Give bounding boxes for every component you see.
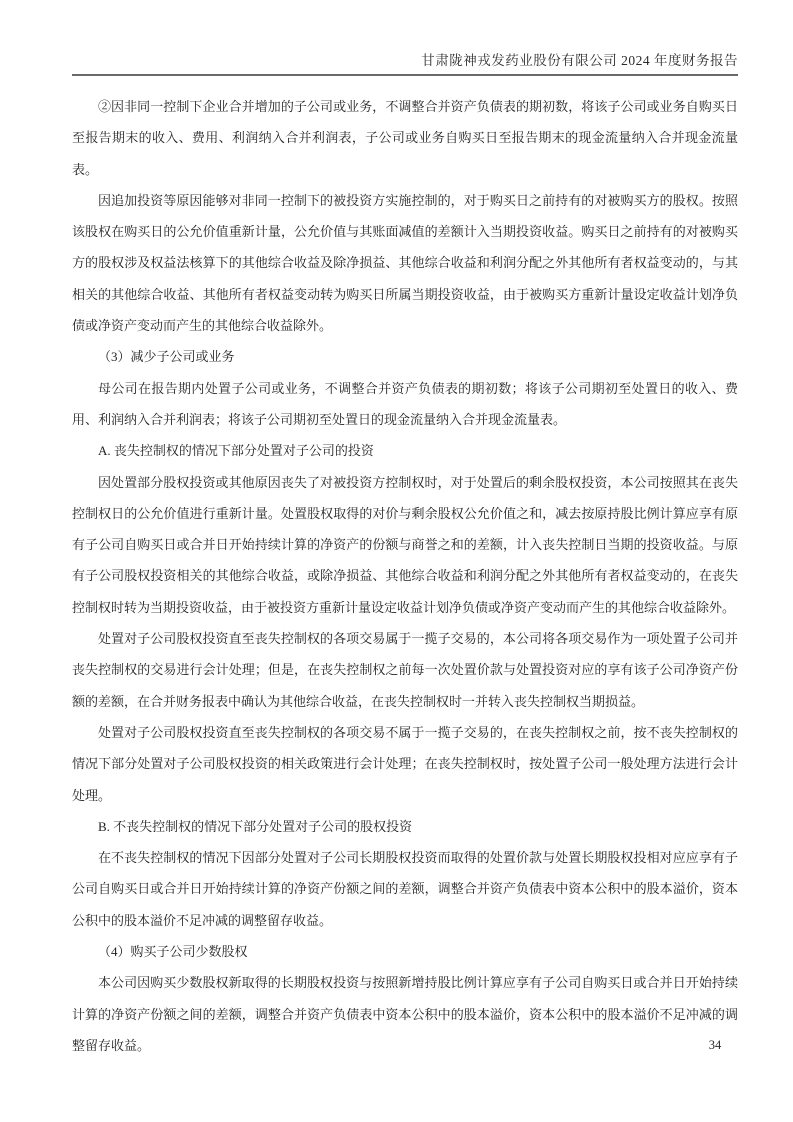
header-divider-rule [72, 74, 738, 76]
section-heading-decrease-subsidiary: （3）减少子公司或业务 [98, 349, 235, 365]
paragraph-partial-disposal-loss-control: 因处置部分股权投资或其他原因丧失了对被投资方控制权时，对于处置后的剩余股权投资，本公司按照其在丧失控制权日的公允价值进行重新计量。处置股权取得的对价与剩余股权公允价值之和，减去按原持股比例计算应享有原有子公司自购买日或合并日开始持续计算的净资产的份额与商誉之和的差额，计入丧失控制日当期的投资收益。与原有子公司股权投资相关的其他综合收益，或除净损益、其他综合收益和利润分配之外其他所有者权益变动的，在丧失控制权时转为当期投资收益，由于被投资方重新计量设定收益计划净负债或净资产变动而产生的其他综合收益除外。 [72, 474, 738, 615]
paragraph-non-bundled-transactions: 处置对子公司股权投资直至丧失控制权的各项交易不属于一揽子交易的，在丧失控制权之前，按不丧失控制权的情况下部分处置对子公司股权投资的相关政策进行会计处理；在丧失控制权时，按处置子公司一般处理方法进行会计处理。 [72, 724, 738, 803]
report-header-title: 甘肃陇神戎发药业股份有限公司 2024 年度财务报告 [421, 53, 738, 68]
paragraph-disposal-in-period: 母公司在报告期内处置子公司或业务，不调整合并资产负债表的期初数；将该子公司期初至处置日的收入、费用、利润纳入合并利润表；将该子公司期初至处置日的现金流量纳入合并现金流量表。 [72, 380, 738, 427]
paragraph-merge-non-common-control: ②因非同一控制下企业合并增加的子公司或业务，不调整合并资产负债表的期初数，将该子公司或业务自购买日至报告期末的收入、费用、利润纳入合并利润表，子公司或业务自购买日至报告期末的现金流量纳入合并现金流量表。 [72, 99, 738, 177]
section-heading-purchase-minority-interest: （4）购买子公司少数股权 [98, 944, 248, 960]
paragraph-bundled-transactions: 处置对子公司股权投资直至丧失控制权的各项交易属于一揽子交易的，本公司将各项交易作为一项处置子公司并丧失控制权的交易进行会计处理；但是，在丧失控制权之前每一次处置价款与处置投资对应的享有该子公司净资产份额的差额，在合并财务报表中确认为其他综合收益，在丧失控制权时一并转入丧失控制权当期损益。 [72, 631, 738, 709]
paragraph-purchase-minority-interest: 本公司因购买少数股权新取得的长期股权投资与按照新增持股比例计算应享有子公司自购买日或合并日开始持续计算的净资产份额之间的差额，调整合并资产负债表中资本公积中的股本溢价，资本公积中的股本溢价不足冲减的调整留存收益。 [72, 975, 738, 1053]
paragraph-partial-disposal-no-loss-control: 在不丧失控制权的情况下因部分处置对子公司长期股权投资而取得的处置价款与处置长期股权投相对应应享有子公司自购买日或合并日开始持续计算的净资产份额之间的差额，调整合并资产负债表中资本公积中的股本溢价，资本公积中的股本溢价不足冲减的调整留存收益。 [72, 850, 738, 928]
section-heading-loss-of-control: A. 丧失控制权的情况下部分处置对子公司的投资 [98, 443, 374, 459]
document-body [72, 91, 738, 1061]
paragraph-additional-investment-control: 因追加投资等原因能够对非同一控制下的被投资方实施控制的，对于购买日之前持有的对被购买方的股权。按照该股权在购买日的公允价值重新计量，公允价值与其账面减值的差额计入当期投资收益。购买日之前持有的对被购买方的股权涉及权益法核算下的其他综合收益及除净损益、其他综合收益和利润分配之外其他所有者权益变动的，与其相关的其他综合收益、其他所有者权益变动转为购买日所属当期投资收益，由于被购买方重新计量设定收益计划净负债或净资产变动而产生的其他综合收益除外。 [72, 192, 738, 334]
section-heading-no-loss-of-control: B. 不丧失控制权的情况下部分处置对子公司的股权投资 [98, 818, 413, 834]
page-number: 34 [708, 1038, 722, 1052]
page-header [72, 0, 738, 76]
